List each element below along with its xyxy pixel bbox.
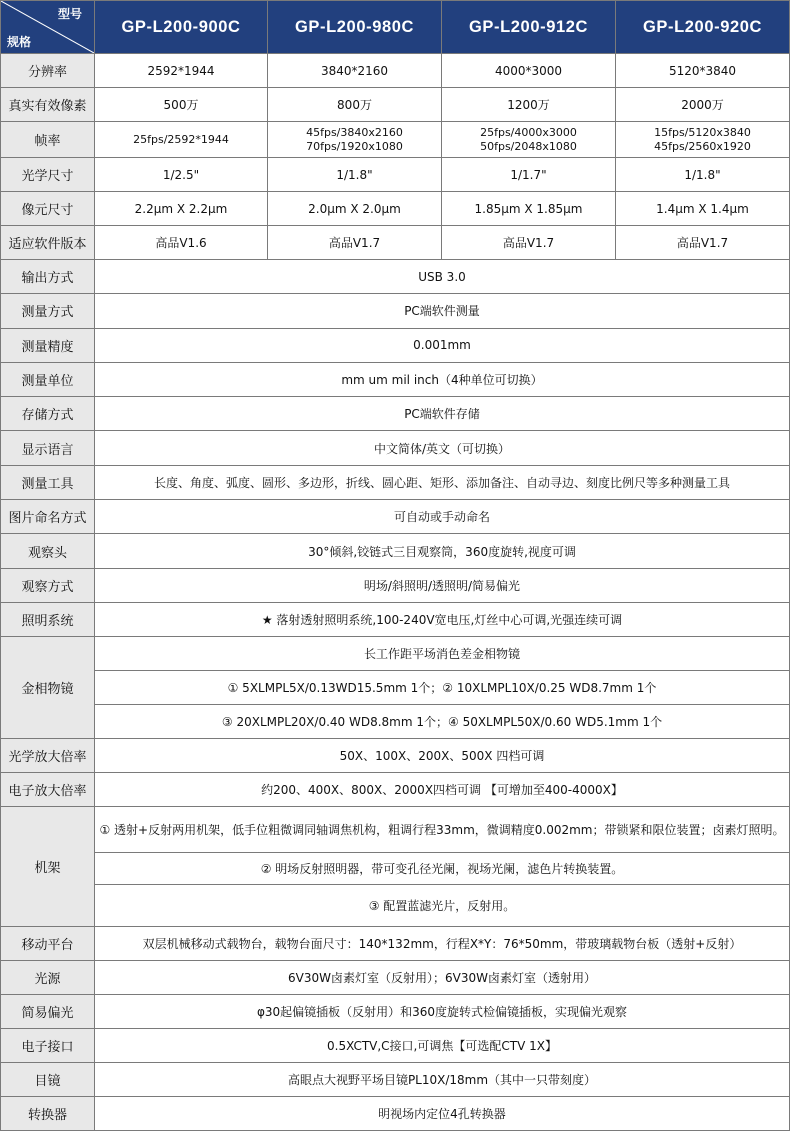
row-label: 分辨率 [1,54,95,88]
spec-cell-wide: 0.001mm [95,328,790,362]
model-header-2: GP-L200-980C [268,1,442,54]
spec-row [1,927,790,961]
model-header-4: GP-L200-920C [616,1,790,54]
row-label: 观察方式 [1,568,95,602]
objective-row [1,637,790,671]
spec-cell: 2.0μm X 2.0μm [268,192,442,226]
spec-row [1,465,790,499]
spec-row [1,500,790,534]
row-label: 图片命名方式 [1,500,95,534]
spec-row [1,54,790,88]
spec-cell: 1.85μm X 1.85μm [442,192,616,226]
spec-cell-line: 45fps/2560x1920 [654,139,751,153]
frame-line: ③ 配置蓝滤光片，反射用。 [95,885,790,927]
spec-row [1,328,790,362]
spec-cell: 3840*2160 [268,54,442,88]
spec-cell-wide: 中文简体/英文（可切换） [95,431,790,465]
row-label: 照明系统 [1,602,95,636]
spec-cell-line: 25fps/4000x3000 [480,125,577,139]
spec-cell-wide: 6V30W卤素灯室（反射用）；6V30W卤素灯室（透射用） [95,961,790,995]
spec-cell [268,122,442,158]
spec-row [1,88,790,122]
spec-row [1,602,790,636]
spec-cell: 1/2.5" [95,158,268,192]
row-label: 机架 [1,807,95,927]
spec-cell: 2.2μm X 2.2μm [95,192,268,226]
row-label: 转换器 [1,1097,95,1131]
spec-cell-wide: 长度、角度、弧度、圆形、多边形，折线、圆心距、矩形、添加备注、自动寻边、刻度比例尺等多种测量工具 [95,465,790,499]
spec-row [1,1029,790,1063]
row-label: 像元尺寸 [1,192,95,226]
header-row [1,1,790,54]
spec-cell: 高品V1.6 [95,226,268,260]
corner-label-model: 型号 [57,7,82,21]
row-label: 目镜 [1,1063,95,1097]
spec-cell-line: 70fps/1920x1080 [306,139,403,153]
row-label: 光源 [1,961,95,995]
spec-cell: 1/1.8" [616,158,790,192]
objective-row [1,705,790,739]
header-corner-cell [1,1,95,54]
row-label: 光学放大倍率 [1,739,95,773]
row-label: 显示语言 [1,431,95,465]
spec-cell: 1/1.7" [442,158,616,192]
row-label: 光学尺寸 [1,158,95,192]
spec-row [1,122,790,158]
spec-cell: 2592*1944 [95,54,268,88]
frame-line: ① 透射+反射两用机架，低手位粗微调同轴调焦机构，粗调行程33mm，微调精度0.002mm；带锁紧和限位装置；卤素灯照明。 [95,807,790,853]
row-label: 简易偏光 [1,995,95,1029]
objective-row [1,671,790,705]
row-label: 测量精度 [1,328,95,362]
corner-label-spec: 规格 [7,35,32,49]
spec-cell-line: 25fps/2592*1944 [133,132,229,146]
spec-row [1,431,790,465]
spec-cell-wide: PC端软件测量 [95,294,790,328]
row-label: 电子放大倍率 [1,773,95,807]
spec-row [1,294,790,328]
spec-row [1,362,790,396]
spec-cell [442,122,616,158]
spec-cell: 800万 [268,88,442,122]
row-label: 测量方式 [1,294,95,328]
row-label: 金相物镜 [1,637,95,739]
spec-row [1,568,790,602]
spec-cell-wide: PC端软件存储 [95,397,790,431]
spec-cell: 4000*3000 [442,54,616,88]
spec-cell-line: 15fps/5120x3840 [654,125,751,139]
spec-row [1,739,790,773]
spec-cell-wide: 高眼点大视野平场目镜PL10X/18mm（其中一只带刻度） [95,1063,790,1097]
spec-cell-wide: 明场/斜照明/透照明/简易偏光 [95,568,790,602]
objective-line: ① 5XLMPL5X/0.13WD15.5mm 1个；② 10XLMPL10X/0.25 WD8.7mm 1个 [95,671,790,705]
spec-table-body [1,54,790,1131]
spec-cell [616,122,790,158]
spec-cell-line: 50fps/2048x1080 [480,139,577,153]
spec-cell: 1200万 [442,88,616,122]
row-label: 真实有效像素 [1,88,95,122]
model-header-1: GP-L200-900C [95,1,268,54]
spec-cell-wide: 可自动或手动命名 [95,500,790,534]
spec-row [1,773,790,807]
row-label: 移动平台 [1,927,95,961]
spec-cell-line: 45fps/3840x2160 [306,125,403,139]
spec-cell: 1/1.8" [268,158,442,192]
spec-cell-wide: 明视场内定位4孔转换器 [95,1097,790,1131]
objective-line: 长工作距平场消色差金相物镜 [95,637,790,671]
spec-cell-wide: 双层机械移动式载物台，载物台面尺寸：140*132mm，行程X*Y：76*50mm，带玻璃载物台板（透射+反射） [95,927,790,961]
spec-row [1,397,790,431]
spec-row [1,961,790,995]
spec-cell: 2000万 [616,88,790,122]
spec-cell-wide: 约200、400X、800X、2000X四档可调 【可增加至400-4000X】 [95,773,790,807]
spec-cell: 高品V1.7 [268,226,442,260]
spec-cell-wide: 0.5XCTV,C接口,可调焦【可选配CTV 1X】 [95,1029,790,1063]
spec-cell-wide: 30°倾斜,铰链式三目观察筒，360度旋转,视度可调 [95,534,790,568]
frame-row [1,807,790,853]
row-label: 帧率 [1,122,95,158]
spec-row [1,534,790,568]
spec-row [1,995,790,1029]
spec-cell-wide: 50X、100X、200X、500X 四档可调 [95,739,790,773]
row-label: 输出方式 [1,260,95,294]
spec-cell-wide: mm um mil inch（4种单位可切换） [95,362,790,396]
model-header-3: GP-L200-912C [442,1,616,54]
frame-row [1,853,790,885]
spec-cell-wide: φ30起偏镜插板（反射用）和360度旋转式检偏镜插板，实现偏光观察 [95,995,790,1029]
frame-line: ② 明场反射照明器，带可变孔径光阑，视场光阑，滤色片转换装置。 [95,853,790,885]
row-label: 测量工具 [1,465,95,499]
row-label: 存储方式 [1,397,95,431]
spec-cell [95,122,268,158]
spec-row [1,158,790,192]
spec-cell-wide: USB 3.0 [95,260,790,294]
spec-row [1,226,790,260]
spec-cell: 高品V1.7 [442,226,616,260]
spec-row [1,260,790,294]
spec-cell: 1.4μm X 1.4μm [616,192,790,226]
row-label: 电子接口 [1,1029,95,1063]
spec-cell-wide: ★ 落射透射照明系统,100-240V宽电压,灯丝中心可调,光强连续可调 [95,602,790,636]
spec-cell: 500万 [95,88,268,122]
row-label: 观察头 [1,534,95,568]
spec-row [1,1063,790,1097]
frame-row [1,885,790,927]
spec-row [1,1097,790,1131]
spec-row [1,192,790,226]
spec-cell: 5120*3840 [616,54,790,88]
row-label: 测量单位 [1,362,95,396]
row-label: 适应软件版本 [1,226,95,260]
spec-cell: 高品V1.7 [616,226,790,260]
objective-line: ③ 20XLMPL20X/0.40 WD8.8mm 1个；④ 50XLMPL50X/0.60 WD5.1mm 1个 [95,705,790,739]
